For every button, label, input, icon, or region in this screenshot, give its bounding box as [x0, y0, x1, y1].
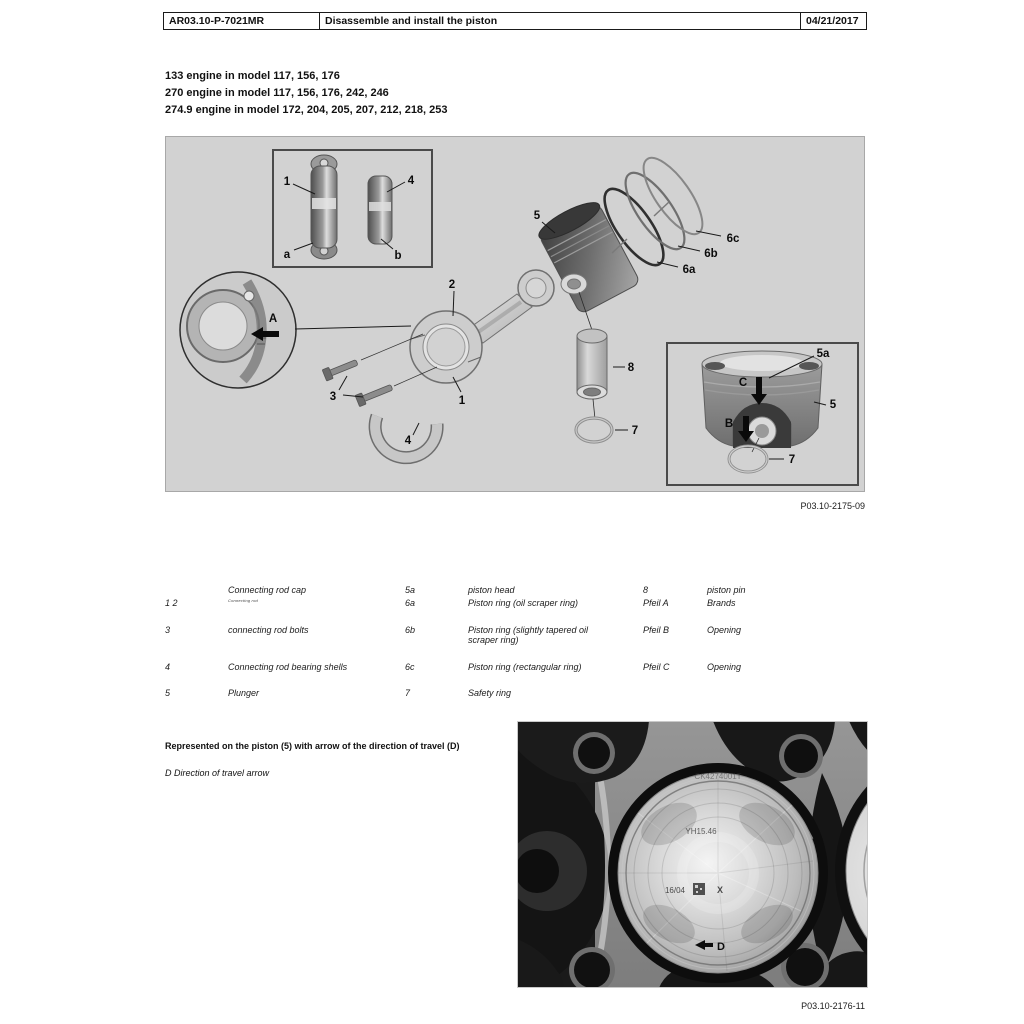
figure-ref-diagram: P03.10-2175-09 — [800, 501, 865, 511]
piston-install-inset — [667, 343, 858, 485]
callout-rod-2: 2 — [448, 279, 456, 291]
engraving-serial: CK4274001T — [694, 772, 742, 781]
legend-desc: Piston ring (slightly tapered oil scraper ring) — [468, 625, 589, 645]
legend-num: 4 — [165, 662, 171, 672]
engine-model-list — [165, 68, 448, 119]
legend-desc: piston head — [468, 585, 515, 595]
callout-shells-4: 4 — [404, 435, 412, 447]
legend-num: Pfeil B — [643, 625, 670, 635]
legend-desc: Connecting rod — [228, 598, 258, 603]
doc-date: 04/21/2017 — [801, 12, 867, 30]
legend-num: 6b — [405, 625, 416, 635]
doc-title: Disassemble and install the piston — [320, 12, 801, 30]
engraving-date-code: 16/04 — [664, 886, 686, 895]
legend-desc: Piston ring (rectangular ring) — [468, 662, 582, 672]
parts-legend — [165, 580, 805, 710]
note-d-arrow: D Direction of travel arrow — [165, 768, 270, 778]
engraving-x-mark: X — [716, 885, 724, 895]
callout-piston-5: 5 — [533, 210, 541, 222]
legend-desc: Safety ring — [468, 688, 512, 698]
callout-inset1-a: a — [283, 249, 291, 261]
piston-crown — [608, 763, 828, 983]
callout-ring-6a: 6a — [682, 264, 696, 276]
legend-desc: Plunger — [228, 688, 260, 698]
callout-cap-1: 1 — [458, 395, 466, 407]
legend-num: Pfeil A — [643, 598, 669, 608]
callout-inset2-5: 5 — [829, 399, 837, 411]
legend-num: 5 — [165, 688, 171, 698]
legend-num: 6c — [405, 662, 415, 672]
legend-num: 3 — [165, 625, 171, 635]
engine-line-1: 133 engine in model 117, 156, 176 — [165, 70, 340, 82]
doc-number: AR03.10-P-7021MR — [163, 12, 320, 30]
legend-desc: Connecting rod cap — [228, 585, 307, 595]
legend-desc: Opening — [707, 662, 742, 672]
exploded-view-figure — [165, 136, 865, 492]
callout-inset2-7: 7 — [788, 454, 796, 466]
engraving-type-code: YH15.46 — [685, 827, 717, 836]
note-direction-of-travel: Represented on the piston (5) with arrow of the direction of travel (D) — [165, 741, 460, 751]
callout-ring-6b: 6b — [704, 248, 718, 260]
legend-desc: Piston ring (oil scraper ring) — [468, 598, 579, 608]
legend-num: 5a — [405, 585, 416, 595]
legend-desc: piston pin — [707, 585, 746, 595]
callout-inset2-5a: 5a — [816, 348, 830, 360]
callout-bolts-3: 3 — [329, 391, 337, 403]
callout-detail-A: A — [268, 313, 278, 325]
bearing-shells-inset — [273, 150, 432, 267]
piston-photo — [517, 721, 868, 988]
engine-line-3: 274.9 engine in model 172, 204, 205, 207, 212, 218, 253 — [165, 104, 448, 116]
legend-num: 6a — [405, 598, 416, 608]
callout-inset1-1: 1 — [283, 176, 291, 188]
datamatrix-code — [693, 883, 705, 895]
legend-num: Pfeil C — [643, 662, 670, 672]
legend-num: 1 2 — [165, 598, 178, 608]
callout-pin-8: 8 — [627, 362, 635, 374]
legend-desc: Brands — [707, 598, 736, 608]
callout-ring-6c: 6c — [726, 233, 740, 245]
piston-photo-svg — [517, 721, 868, 988]
legend-desc: Opening — [707, 625, 742, 635]
legend-num: 8 — [643, 585, 649, 595]
engine-line-2: 270 engine in model 117, 156, 176, 242, 246 — [165, 87, 389, 99]
legend-num: 7 — [405, 688, 411, 698]
exploded-diagram-svg — [165, 136, 865, 492]
callout-inset2-C: C — [738, 377, 748, 389]
engraving-d-label: D — [717, 941, 725, 953]
document-header — [163, 12, 867, 30]
figure-ref-photo: P03.10-2176-11 — [801, 1001, 865, 1011]
callout-inset1-b: b — [394, 250, 402, 262]
callout-safety-7: 7 — [631, 425, 639, 437]
legend-desc: Connecting rod bearing shells — [228, 662, 348, 672]
legend-desc: connecting rod bolts — [228, 625, 309, 635]
callout-inset1-4: 4 — [407, 175, 415, 187]
callout-inset2-B: B — [724, 418, 734, 430]
